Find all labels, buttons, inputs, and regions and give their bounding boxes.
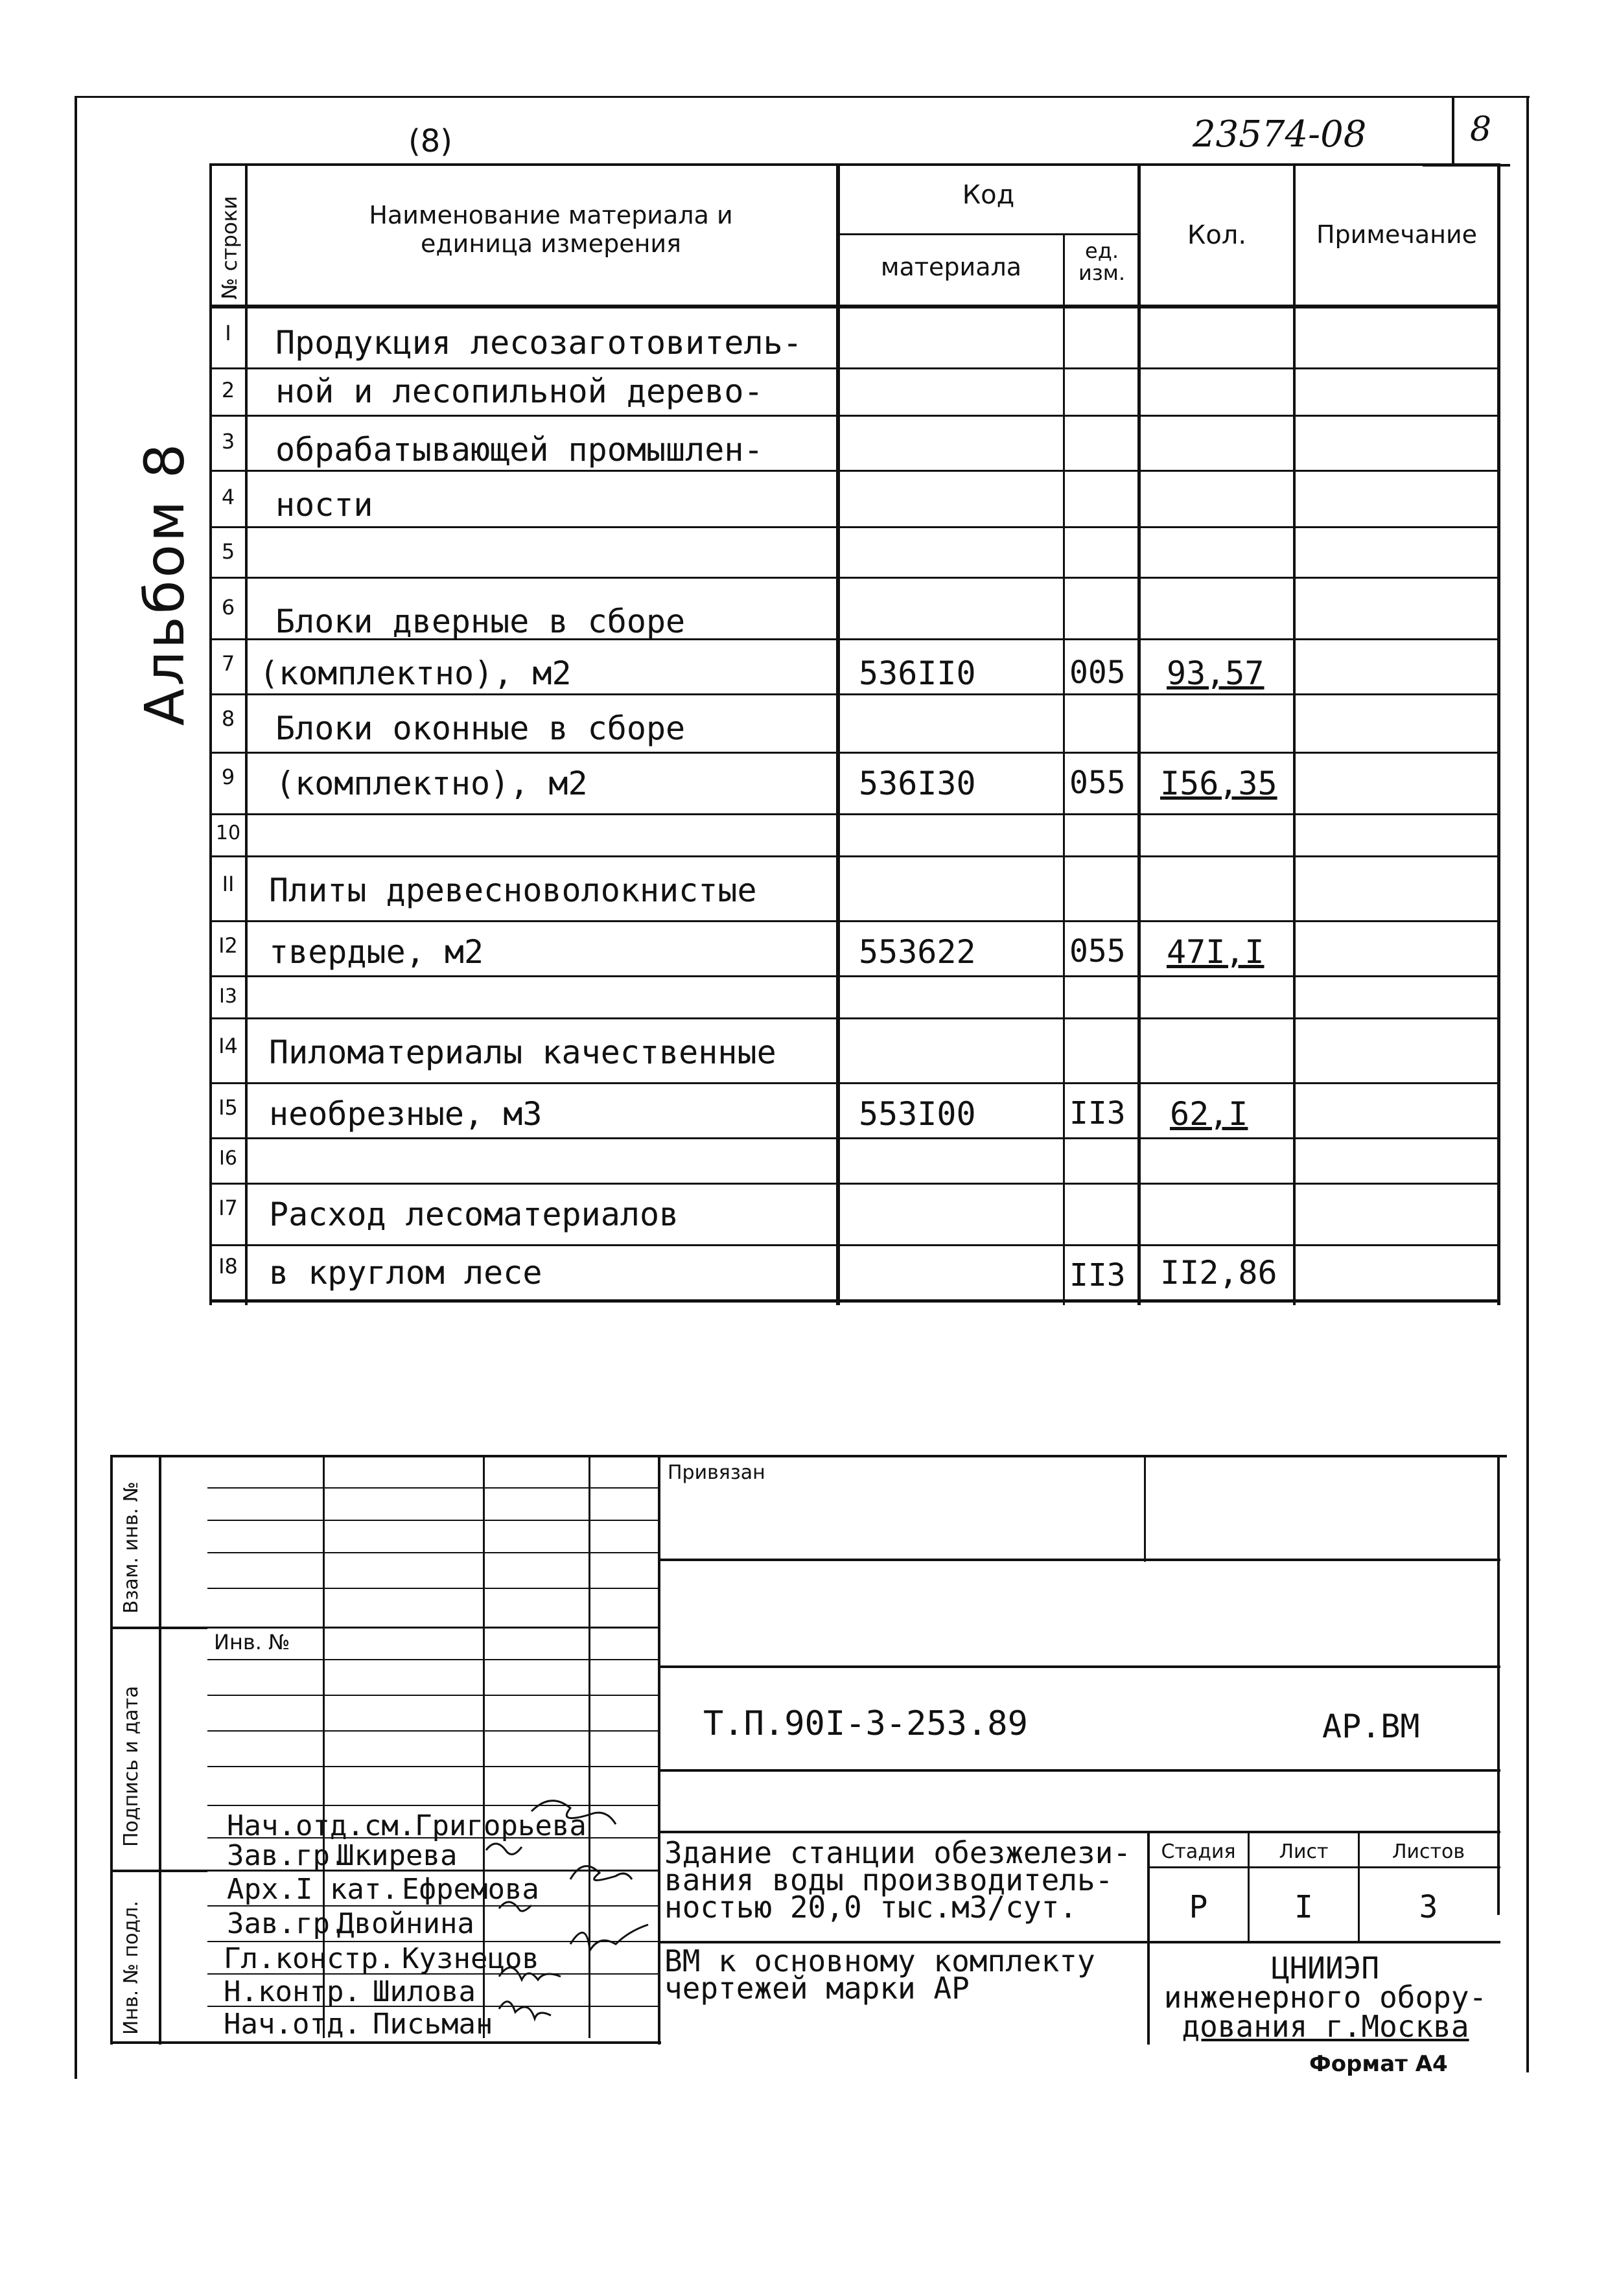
- album-label: Альбом 8: [133, 441, 196, 726]
- stage-value: Р: [1189, 1889, 1208, 1925]
- col-code-material: материала: [880, 253, 1022, 281]
- unit-code: 055: [1069, 933, 1126, 969]
- signer-name: Письман: [373, 2008, 493, 2041]
- sheets-label: Листов: [1392, 1840, 1465, 1863]
- document-code: Т.П.90I-3-253.89: [703, 1704, 1028, 1743]
- org-line: инженерного обору-: [1163, 1980, 1487, 2015]
- sheet-corner-number: 8: [1470, 110, 1492, 149]
- signer-name: Двойнина: [337, 1907, 474, 1940]
- row-number: 8: [221, 706, 235, 731]
- row-name: Плиты древесноволокнистые: [269, 872, 757, 909]
- row-name: Блоки оконные в сборе: [275, 710, 686, 747]
- frame-top: [75, 96, 1530, 98]
- signer-role: Нач.отд.см.: [227, 1809, 416, 1842]
- page-in-album: (8): [408, 123, 452, 159]
- org-line: дования г.Москва: [1182, 2009, 1469, 2044]
- unit-code: II3: [1069, 1257, 1126, 1293]
- format-label: Формат А4: [1309, 2051, 1448, 2077]
- building-title-line: Здание станции обезжелези-: [664, 1835, 1132, 1870]
- material-code: 553622: [859, 933, 976, 971]
- privyazan-label: Привязан: [668, 1461, 765, 1484]
- row-number: 5: [221, 539, 235, 564]
- row-name: Продукция лесозаготовитель-: [275, 324, 802, 362]
- row-number: I2: [218, 933, 238, 958]
- signer-name: Кузнецов: [402, 1942, 539, 1975]
- col-name: Наименование материала и единица измерения: [369, 201, 733, 258]
- signer-role: Арх.I кат.: [227, 1873, 399, 1906]
- col-code: Код: [962, 180, 1015, 210]
- row-number: I8: [218, 1254, 238, 1279]
- row-name: Расход лесоматериалов: [269, 1196, 679, 1233]
- material-code: 553I00: [859, 1095, 976, 1133]
- row-number: 6: [221, 595, 235, 620]
- row-name: (комплектно), м2: [275, 765, 588, 802]
- row-name: в круглом лесе: [269, 1254, 542, 1292]
- row-number: I4: [218, 1034, 238, 1058]
- row-number: I7: [218, 1196, 238, 1220]
- signer-role: Гл.констр.: [224, 1942, 395, 1975]
- material-code: 536I30: [859, 765, 976, 802]
- row-name: (комплектно), м2: [259, 655, 572, 692]
- row-name: твердые, м2: [269, 933, 484, 971]
- sheet-title-line: ВМ к основному комплекту: [664, 1943, 1095, 1978]
- row-number: 10: [215, 822, 241, 844]
- signer-name: Григорьева: [415, 1809, 587, 1842]
- unit-code: 055: [1069, 765, 1126, 801]
- unit-code: II3: [1069, 1095, 1126, 1131]
- building-title-line: вания воды производитель-: [664, 1862, 1113, 1897]
- row-number: I5: [218, 1095, 238, 1120]
- signer-name: Ефремова: [402, 1873, 539, 1906]
- row-name: необрезные, м3: [269, 1095, 542, 1133]
- signature-scribbles: [480, 1789, 668, 2041]
- row-number: I6: [219, 1147, 237, 1170]
- material-code: 536II0: [859, 655, 976, 692]
- sheets-value: 3: [1419, 1889, 1438, 1925]
- quantity: 62,I: [1170, 1095, 1248, 1133]
- frame-left: [75, 96, 77, 2079]
- sheet-value: I: [1294, 1889, 1313, 1925]
- quantity: II2,86: [1160, 1254, 1277, 1292]
- stamp-vzam-inv: Взам. инв. №: [120, 1481, 143, 1614]
- col-qty: Кол.: [1187, 220, 1247, 250]
- quantity: 93,57: [1167, 655, 1264, 692]
- quantity: I56,35: [1160, 765, 1277, 802]
- row-number: I: [225, 321, 231, 345]
- frame-right: [1526, 96, 1529, 2072]
- row-number: 3: [221, 429, 235, 454]
- unit-code: 005: [1069, 655, 1126, 691]
- row-number: 9: [221, 765, 235, 789]
- row-number: II: [222, 872, 235, 896]
- col-note: Примечание: [1316, 220, 1478, 249]
- row-number: 4: [221, 485, 235, 509]
- row-name: ности: [275, 486, 373, 524]
- inventory-number: 23574-08: [1193, 113, 1367, 156]
- row-name: Пиломатериалы качественные: [269, 1034, 776, 1071]
- row-number: I3: [219, 985, 237, 1008]
- signer-role: Нач.отд.: [224, 2008, 361, 2041]
- document-mark: АР.ВМ: [1322, 1708, 1420, 1745]
- col-row-no: № строки: [217, 196, 242, 299]
- signer-name: Шкирева: [337, 1839, 458, 1872]
- corner-divider: [1452, 97, 1454, 165]
- stage-label: Стадия: [1161, 1840, 1236, 1863]
- signer-role: Зав.гр.: [227, 1839, 347, 1872]
- sheet-title-line: чертежей марки АР: [664, 1971, 970, 2006]
- stamp-inv-podl: Инв. № подл.: [120, 1901, 143, 2035]
- row-name: ной и лесопильной дерево-: [275, 373, 763, 410]
- org-line: ЦНИИЭП: [1271, 1951, 1380, 1986]
- row-number: 2: [221, 378, 235, 402]
- col-code-unit: ед. изм.: [1078, 238, 1126, 285]
- signer-role: Н.контр.: [224, 1975, 361, 2008]
- building-title-line: ностью 20,0 тыс.м3/сут.: [664, 1890, 1077, 1925]
- row-number: 7: [221, 651, 235, 676]
- inv-no-label: Инв. №: [214, 1630, 290, 1654]
- sheet-label: Лист: [1279, 1840, 1329, 1863]
- quantity: 47I,I: [1167, 933, 1264, 971]
- stamp-podpis-data: Подпись и дата: [120, 1686, 143, 1847]
- signer-role: Зав.гр.: [227, 1907, 347, 1940]
- row-name: обрабатывающей промышлен-: [275, 431, 763, 469]
- row-name: Блоки дверные в сборе: [275, 603, 686, 640]
- signer-name: Шилова: [373, 1975, 476, 2008]
